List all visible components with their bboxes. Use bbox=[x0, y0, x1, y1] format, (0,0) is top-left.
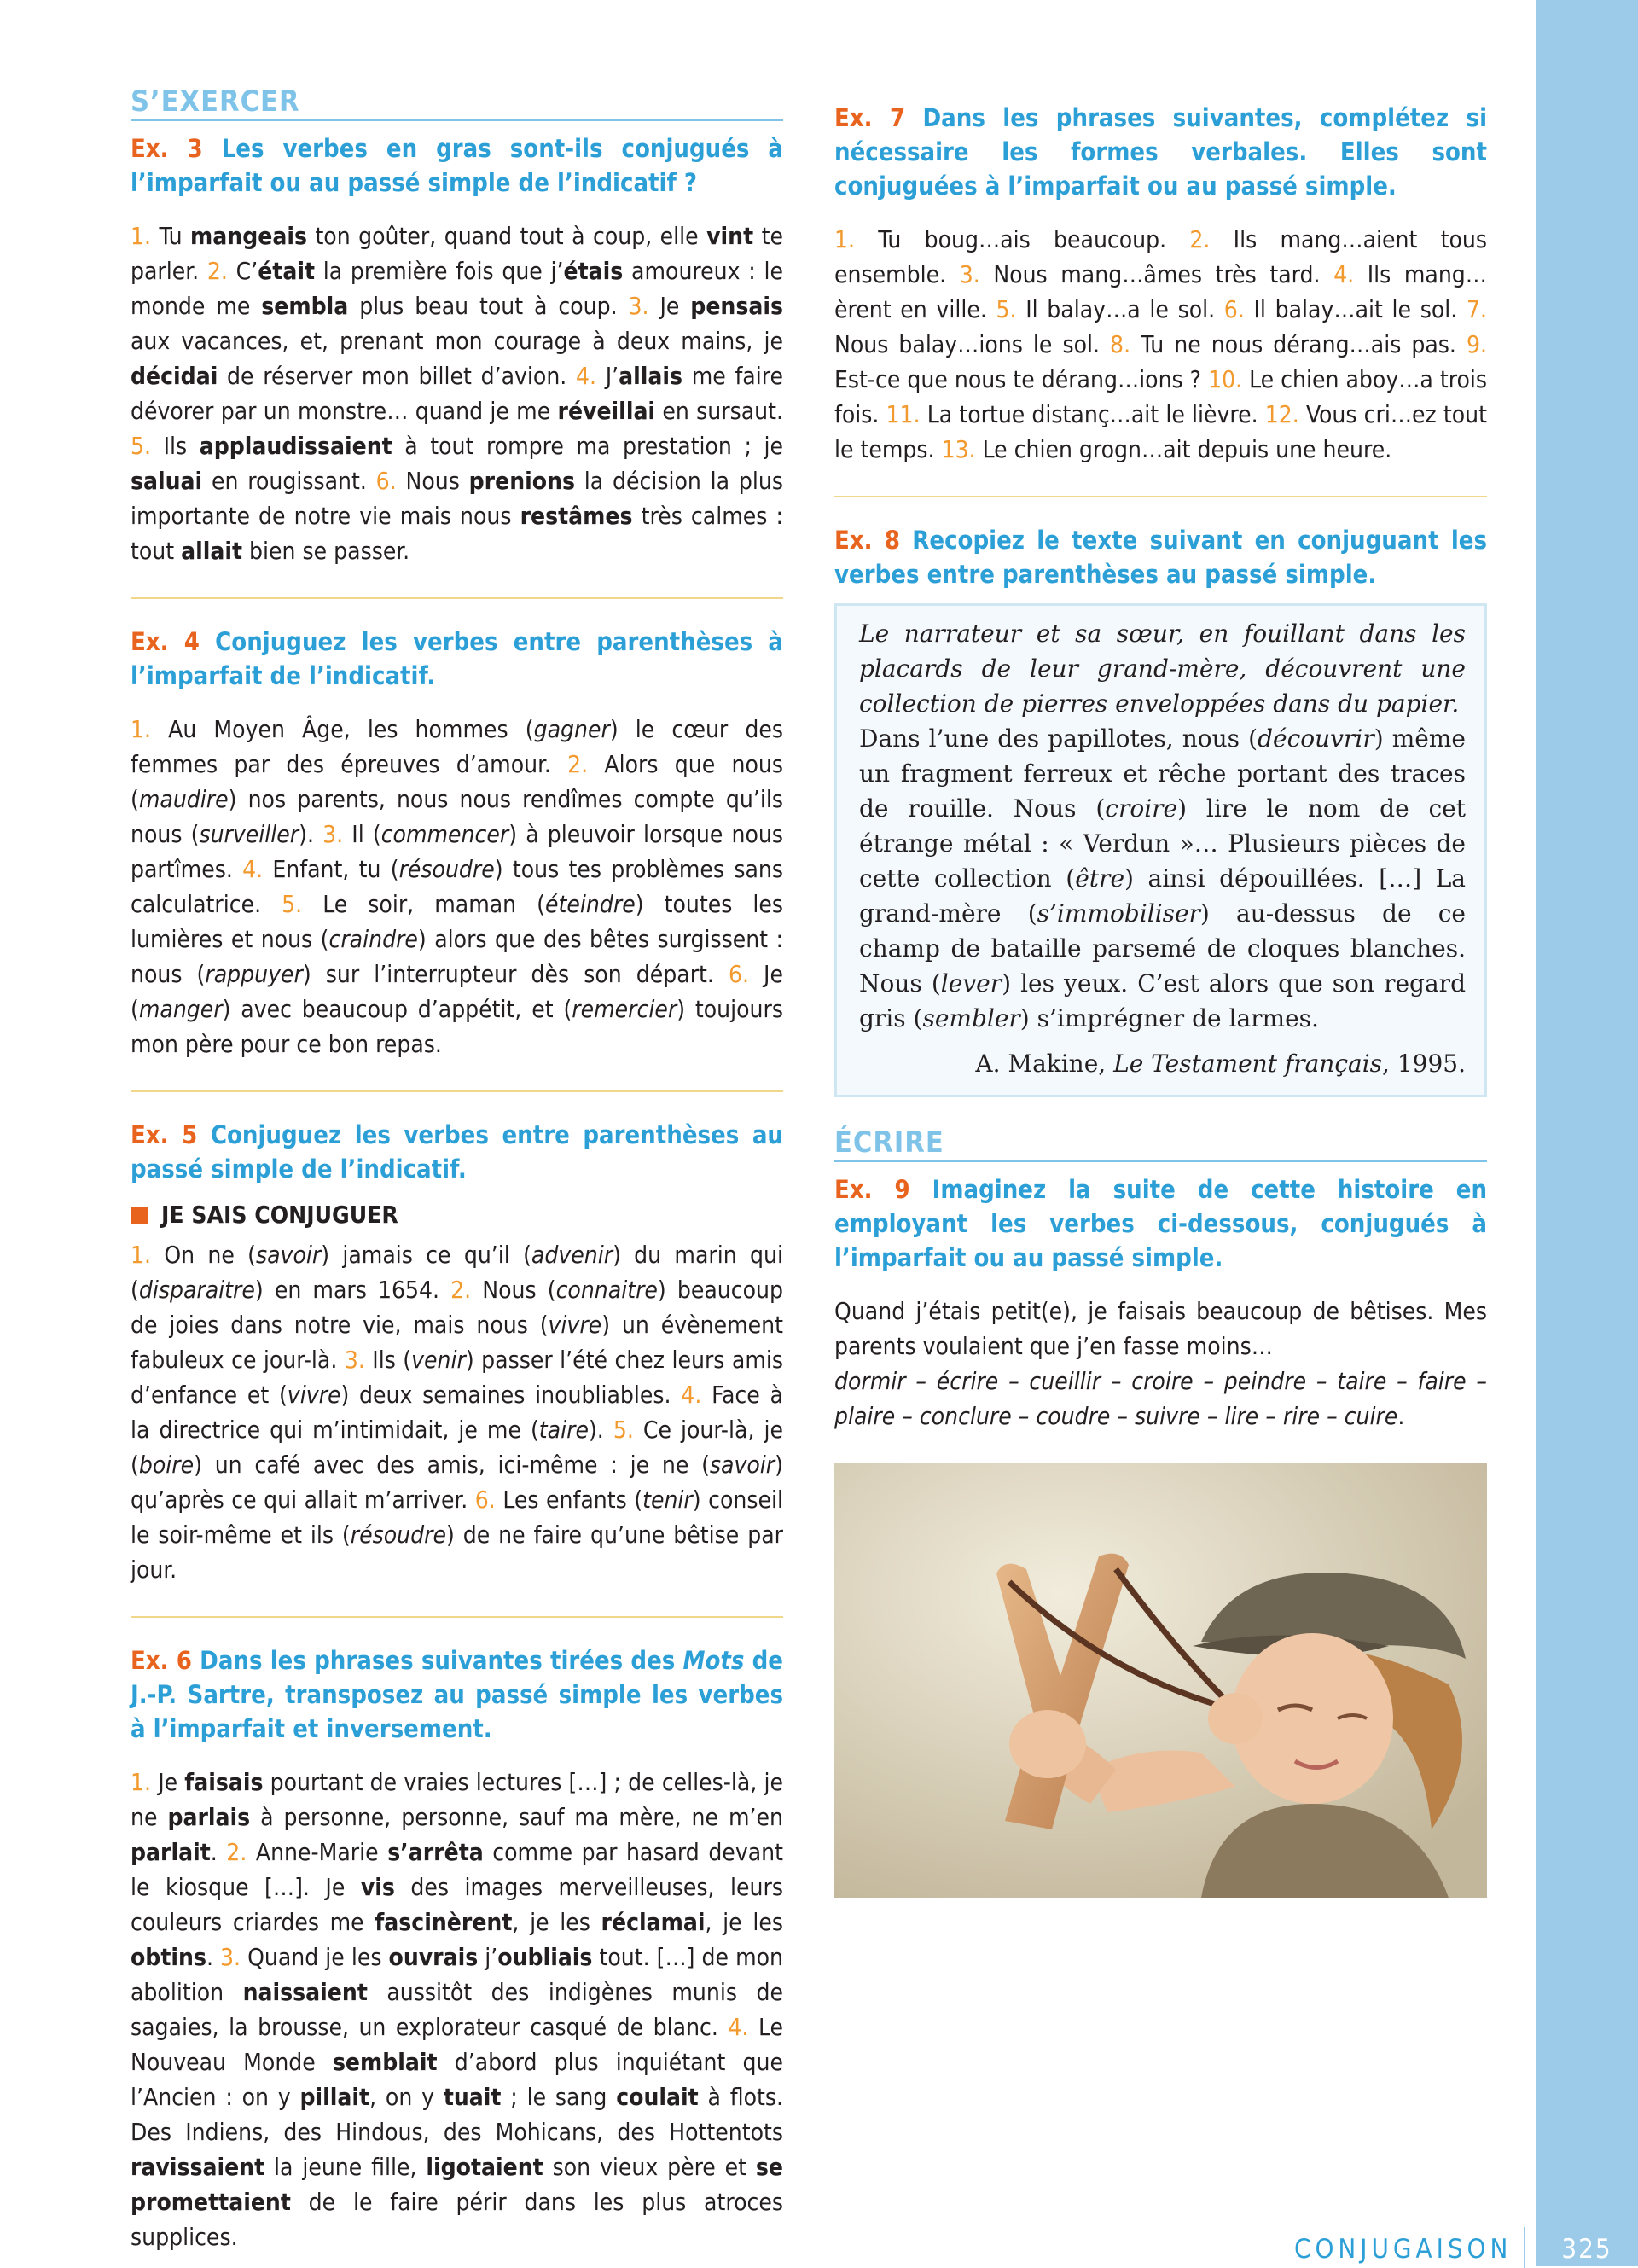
text-run: Dans les phrases suivantes tirées des bbox=[200, 1646, 683, 1675]
exercise-3-instruction: Les verbes en gras sont-ils conjugués à l’imparfait ou au passé simple de l’indicatif ? bbox=[131, 134, 784, 197]
italic-text: lever bbox=[940, 969, 1002, 997]
exercise-7-items bbox=[834, 222, 1487, 467]
text-run: ) le cœur des femmes par des épreuves d’amour. bbox=[131, 715, 783, 778]
exercise-6-number: Ex. 6 bbox=[131, 1646, 192, 1675]
text-run: Ils mang…èrent en ville. bbox=[834, 260, 1487, 323]
bold-verb: mangeais bbox=[190, 222, 307, 250]
text-run: ) alors que des bêtes surgissent : nous ( bbox=[131, 925, 784, 988]
divider bbox=[131, 1090, 783, 1092]
exercise-9-verbs-end: . bbox=[1397, 1402, 1405, 1430]
item-number: 2. bbox=[567, 750, 605, 778]
text-run: Quand je les bbox=[247, 1943, 389, 1971]
photo-illustration bbox=[834, 1463, 1487, 1898]
exercise-6-heading bbox=[131, 1643, 783, 1746]
text-run: On ne ( bbox=[164, 1241, 256, 1269]
italic-text: découvrir bbox=[1258, 724, 1374, 753]
exercise-8-text bbox=[859, 721, 1466, 1036]
bold-verb: ligotaient bbox=[426, 2153, 543, 2181]
italic-text: manger bbox=[138, 995, 223, 1023]
item-number: 3. bbox=[322, 820, 352, 848]
text-run: amoureux : le monde me bbox=[131, 257, 784, 320]
italic-text: Le Testament français bbox=[1113, 1050, 1383, 1078]
text-run: Vous cri…ez tout le temps. bbox=[834, 400, 1488, 463]
bold-verb: saluai bbox=[131, 467, 203, 495]
bold-verb: tuait bbox=[443, 2083, 502, 2111]
exercise-8-text-box bbox=[834, 603, 1487, 1097]
text-run: , je les bbox=[705, 1908, 783, 1936]
item-number: 5. bbox=[131, 432, 164, 460]
text-run: Le chien aboy…a trois fois. bbox=[834, 365, 1488, 428]
item-number: 5. bbox=[282, 890, 323, 918]
text-run: ) tous tes problèmes sans calculatrice. bbox=[131, 855, 783, 918]
text-run: Tu bbox=[159, 222, 191, 250]
text-run: Le Nouveau Monde bbox=[131, 2013, 783, 2076]
text-run: plus beau tout à coup. bbox=[348, 292, 629, 320]
item-number: 3. bbox=[344, 1346, 373, 1374]
text-run: Je bbox=[158, 1768, 185, 1796]
text-run: à flots. Des Indiens, des Hindous, des Mohicans, des Hottentots bbox=[131, 2083, 784, 2146]
text-run: Ils bbox=[163, 432, 200, 460]
section-title-ecrire: ÉCRIRE bbox=[834, 1126, 1487, 1162]
text-run: Est-ce que nous te dérang…ions ? bbox=[834, 365, 1209, 393]
square-bullet-icon bbox=[131, 1207, 148, 1224]
text-run: ) les yeux. C’est alors que son regard gris ( bbox=[859, 969, 1466, 1032]
item-number: 13. bbox=[941, 435, 983, 463]
divider bbox=[131, 597, 783, 599]
item-number: 2. bbox=[1189, 225, 1234, 253]
text-run: j’ bbox=[478, 1943, 498, 1971]
bold-verb: s’arrêta bbox=[387, 1838, 484, 1866]
bold-verb: se promettaient bbox=[131, 2153, 784, 2216]
exercise-5-subheading bbox=[131, 1198, 783, 1232]
photo-child-with-slingshot bbox=[834, 1463, 1487, 1898]
text-run: Le chien grogn…ait depuis une heure. bbox=[982, 435, 1392, 463]
text-run: comme par hasard devant le kiosque […]. Je bbox=[131, 1838, 783, 1901]
text-run: ) avec beaucoup d’appétit, et ( bbox=[222, 995, 572, 1023]
text-run: ) deux semaines inoubliables. bbox=[340, 1381, 682, 1409]
text-run: en rougissant. bbox=[202, 467, 376, 495]
item-number: 1. bbox=[131, 715, 169, 743]
text-run: , on y bbox=[369, 2083, 444, 2111]
text-run: , je les bbox=[512, 1908, 601, 1936]
item-number: 1. bbox=[131, 1241, 165, 1269]
exercise-3-items bbox=[131, 218, 783, 568]
item-number: 4. bbox=[1333, 260, 1368, 288]
text-run: Enfant, tu ( bbox=[272, 855, 399, 883]
item-number: 1. bbox=[834, 225, 879, 253]
italic-text: commencer bbox=[380, 820, 509, 848]
exercise-6-items bbox=[131, 1765, 783, 2254]
item-number: 4. bbox=[242, 855, 273, 883]
italic-text: craindre bbox=[328, 925, 418, 953]
exercise-9-verbs bbox=[834, 1364, 1487, 1433]
item-number: 11. bbox=[886, 400, 927, 428]
text-run: de J.-P. Sartre, transposez au passé simple les verbes à l’imparfait et inversement. bbox=[131, 1646, 784, 1743]
text-run: tout. […] de mon abolition bbox=[131, 1943, 783, 2006]
bold-verb: parlais bbox=[167, 1803, 251, 1831]
exercise-8-instruction: Recopiez le texte suivant en conjuguant les verbes entre parenthèses au passé simple. bbox=[834, 526, 1487, 589]
text-run: ) de ne faire qu’une bêtise par jour. bbox=[131, 1521, 783, 1584]
text-run: Nous mang…âmes très tard. bbox=[993, 260, 1334, 288]
bold-verb: coulait bbox=[616, 2083, 699, 2111]
text-run: ) ainsi dépouillées. […] La grand-mère ( bbox=[859, 864, 1467, 928]
exercise-9-heading bbox=[834, 1172, 1487, 1275]
item-number: 6. bbox=[1223, 295, 1254, 323]
exercise-4-items bbox=[131, 712, 783, 1061]
italic-text: taire bbox=[538, 1416, 589, 1444]
italic-text: rappuyer bbox=[205, 960, 303, 988]
bold-verb: semblait bbox=[332, 2048, 438, 2076]
italic-text: vivre bbox=[548, 1311, 602, 1339]
item-number: 12. bbox=[1264, 400, 1306, 428]
page-number: 325 bbox=[1561, 2234, 1612, 2265]
exercise-3 bbox=[131, 131, 783, 568]
item-number: 5. bbox=[613, 1416, 643, 1444]
exercise-6-instruction bbox=[131, 1646, 783, 1743]
italic-text: disparaitre bbox=[138, 1276, 255, 1304]
italic-text: tenir bbox=[642, 1486, 693, 1514]
bold-verb: sembla bbox=[261, 292, 349, 320]
text-run: de réserver mon billet d’avion. bbox=[218, 362, 576, 390]
bold-verb: vis bbox=[360, 1873, 395, 1901]
section-title-s-exercer: S’EXERCER bbox=[131, 85, 783, 121]
text-run: me faire dévorer par un monstre… quand je me bbox=[131, 362, 783, 425]
bold-verb: réclamai bbox=[601, 1908, 706, 1936]
italic-text: croire bbox=[1105, 794, 1178, 823]
bold-verb: pillait bbox=[299, 2083, 370, 2111]
italic-text: boire bbox=[138, 1451, 195, 1479]
exercise-8-number: Ex. 8 bbox=[834, 526, 900, 555]
text-run: Ils mang…aient tous ensemble. bbox=[834, 225, 1487, 288]
bold-verb: oubliais bbox=[497, 1943, 593, 1971]
bold-verb: allais bbox=[619, 362, 683, 390]
item-number: 10. bbox=[1208, 365, 1250, 393]
text-run: Il ( bbox=[351, 820, 381, 848]
bold-verb: ouvrais bbox=[388, 1943, 479, 1971]
text-run: en sursaut. bbox=[655, 397, 783, 425]
item-number: 8. bbox=[1110, 330, 1141, 358]
text-run: Anne-Marie bbox=[255, 1838, 388, 1866]
text-run: , 1995. bbox=[1382, 1050, 1466, 1078]
italic-text: s’immobiliser bbox=[1037, 899, 1200, 928]
item-number: 6. bbox=[728, 960, 764, 988]
text-run: ) qu’après ce qui allait m’arriver. bbox=[131, 1451, 783, 1514]
italic-text: advenir bbox=[531, 1241, 613, 1269]
text-run: La tortue distanç…ait le lièvre. bbox=[926, 400, 1265, 428]
exercise-5-subheading-text: JE SAIS CONJUGUER bbox=[161, 1201, 398, 1229]
item-number: 3. bbox=[628, 292, 660, 320]
exercise-5-items bbox=[131, 1237, 783, 1587]
italic-text: savoir bbox=[709, 1451, 775, 1479]
exercise-4-instruction: Conjuguez les verbes entre parenthèses à l’imparfait de l’indicatif. bbox=[131, 627, 784, 690]
item-number: 5. bbox=[996, 295, 1026, 323]
bold-verb: étais bbox=[563, 257, 624, 285]
text-run: Le soir, maman ( bbox=[322, 890, 546, 918]
text-run: de le faire périr dans les plus atroces supplices. bbox=[131, 2188, 783, 2251]
exercise-3-heading bbox=[131, 131, 783, 200]
bold-verb: pensais bbox=[690, 292, 783, 320]
text-run: Tu boug…ais beaucoup. bbox=[878, 225, 1190, 253]
exercise-4-heading bbox=[131, 625, 783, 693]
text-run: ) en mars 1654. bbox=[254, 1276, 451, 1304]
exercise-3-number: Ex. 3 bbox=[131, 134, 203, 163]
exercise-7-heading bbox=[834, 101, 1487, 203]
italic-text: Mots bbox=[682, 1646, 745, 1675]
text-run: Nous balay…ions le sol. bbox=[834, 330, 1111, 358]
text-run: Face à la directrice qui m’intimidait, je me ( bbox=[131, 1381, 783, 1444]
text-run: Il balay…ait le sol. bbox=[1253, 295, 1467, 323]
text-run: la première fois que j’ bbox=[315, 257, 564, 285]
bold-verb: ravissaient bbox=[131, 2153, 265, 2181]
exercise-5 bbox=[131, 1118, 783, 1587]
item-number: 4. bbox=[576, 362, 606, 390]
text-run: Nous bbox=[405, 467, 469, 495]
text-run: très calmes : tout bbox=[131, 502, 783, 565]
text-run: à personne, personne, sauf ma mère, ne m’en bbox=[250, 1803, 783, 1831]
text-run: ) à pleuvoir lorsque nous partîmes. bbox=[131, 820, 783, 883]
text-run: ) au-dessus de ce champ de bataille parsemé de cloques blanches. Nous ( bbox=[859, 899, 1466, 997]
text-run: pourtant de vraies lectures […] ; de celles-là, je ne bbox=[131, 1768, 783, 1831]
text-run: ) du marin qui ( bbox=[131, 1241, 783, 1304]
bold-verb: prenions bbox=[468, 467, 575, 495]
text-run: ) un évènement fabuleux ce jour-là. bbox=[131, 1311, 784, 1374]
text-run: Les enfants ( bbox=[502, 1486, 643, 1514]
text-run: A. Makine, bbox=[975, 1050, 1114, 1078]
text-run: ton goûter, quand tout à coup, elle bbox=[306, 222, 707, 250]
exercise-5-instruction: Conjuguez les verbes entre parenthèses au passé simple de l’indicatif. bbox=[131, 1120, 784, 1183]
exercise-7-number: Ex. 7 bbox=[834, 103, 906, 132]
text-run: la décision la plus importante de notre vie mais nous bbox=[131, 467, 783, 530]
divider bbox=[131, 1616, 783, 1618]
item-number: 7. bbox=[1466, 295, 1487, 323]
text-run: Ils ( bbox=[372, 1346, 412, 1374]
bold-verb: réveillai bbox=[557, 397, 656, 425]
text-run: Dans l’une des papillotes, nous ( bbox=[859, 724, 1258, 753]
text-run: Tu ne nous dérang…ais pas. bbox=[1141, 330, 1467, 358]
exercise-7-instruction: Dans les phrases suivantes, complétez si nécessaire les formes verbales. Elles sont conjuguées à l’imparfait ou au passé simple. bbox=[834, 103, 1488, 201]
exercise-8-intro: Le narrateur et sa sœur, en fouillant dans les placards de leur grand-mère, découvrent une collection de pierres enveloppées dans du papier. bbox=[859, 619, 1466, 718]
bold-verb: allait bbox=[181, 537, 243, 565]
item-number: 3. bbox=[959, 260, 994, 288]
italic-text: vivre bbox=[287, 1381, 341, 1409]
text-run: ) toujours mon père pour ce bon repas. bbox=[131, 995, 783, 1058]
right-column bbox=[834, 101, 1487, 1898]
text-run: ; le sang bbox=[501, 2083, 617, 2111]
bold-verb: obtins bbox=[131, 1943, 206, 1971]
exercise-8-source bbox=[859, 1046, 1466, 1081]
text-run: C’ bbox=[235, 257, 258, 285]
text-run: la jeune fille, bbox=[264, 2153, 427, 2181]
bold-verb: applaudissaient bbox=[199, 432, 392, 460]
exercise-5-heading bbox=[131, 1118, 783, 1186]
text-run: Nous ( bbox=[482, 1276, 556, 1304]
item-number: 2. bbox=[226, 1838, 256, 1866]
item-number: 4. bbox=[728, 2013, 758, 2041]
text-run: ) beaucoup de joies dans notre vie, mais nous ( bbox=[131, 1276, 783, 1339]
exercise-6 bbox=[131, 1643, 783, 2254]
item-number: 6. bbox=[375, 467, 406, 495]
italic-text: maudire bbox=[138, 785, 229, 813]
text-run: ) même un fragment ferreux et rêche portant des traces de rouille. Nous ( bbox=[859, 724, 1466, 823]
text-run: aussitôt des indigènes munis de sagaies, la brousse, un explorateur casqué de blanc. bbox=[131, 1978, 783, 2041]
text-run: Il balay…a le sol. bbox=[1025, 295, 1224, 323]
text-run: ). bbox=[299, 820, 323, 848]
italic-text: savoir bbox=[256, 1241, 322, 1269]
text-run: J’ bbox=[605, 362, 619, 390]
exercise-9-text: Quand j’étais petit(e), je faisais beaucoup de bêtises. Mes parents voulaient que j’en fasse moins… bbox=[834, 1297, 1487, 1360]
text-run: . bbox=[206, 1943, 220, 1971]
italic-text: surveiller bbox=[199, 820, 299, 848]
text-run: ) toutes les lumières et nous ( bbox=[131, 890, 784, 953]
exercise-8-heading bbox=[834, 523, 1487, 591]
text-run: bien se passer. bbox=[242, 537, 410, 565]
text-run: des images merveilleuses, leurs couleurs criardes me bbox=[131, 1873, 783, 1936]
exercise-9-instruction: Imaginez la suite de cette histoire en employant les verbes ci-dessous, conjugués à l’imparfait ou au passé simple. bbox=[834, 1175, 1488, 1272]
exercise-4 bbox=[131, 625, 783, 1061]
italic-text: venir bbox=[411, 1346, 466, 1374]
exercise-4-number: Ex. 4 bbox=[131, 627, 200, 656]
text-run: Je ( bbox=[131, 960, 783, 1023]
text-run: ) un café avec des amis, ici-même : je ne ( bbox=[194, 1451, 710, 1479]
italic-text: être bbox=[1075, 864, 1125, 893]
footer-divider bbox=[1524, 2227, 1525, 2268]
text-run: ) nos parents, nous nous rendîmes compte qu’ils nous ( bbox=[131, 785, 783, 848]
left-column bbox=[131, 85, 783, 2254]
footer-section-label: CONJUGAISON bbox=[1294, 2234, 1513, 2265]
item-number: 1. bbox=[131, 222, 160, 250]
bold-verb: restâmes bbox=[520, 502, 633, 530]
text-run: Alors que nous ( bbox=[131, 750, 783, 813]
text-run: . bbox=[210, 1838, 227, 1866]
text-run: ) jamais ce qu’il ( bbox=[321, 1241, 531, 1269]
italic-text: résoudre bbox=[398, 855, 495, 883]
divider bbox=[834, 496, 1487, 497]
bold-verb: fascinèrent bbox=[375, 1908, 513, 1936]
exercise-9-number: Ex. 9 bbox=[834, 1175, 910, 1204]
item-number: 3. bbox=[220, 1943, 248, 1971]
page-side-band bbox=[1536, 0, 1638, 2266]
exercise-5-number: Ex. 5 bbox=[131, 1120, 198, 1149]
text-run: d’abord plus inquiétant que l’Ancien : on y bbox=[131, 2048, 784, 2111]
item-number: 6. bbox=[474, 1486, 503, 1514]
text-run: ) s’imprégner de larmes. bbox=[1019, 1004, 1319, 1032]
text-run: Ce jour-là, je ( bbox=[131, 1416, 783, 1479]
italic-text: connaitre bbox=[555, 1276, 658, 1304]
italic-text: résoudre bbox=[350, 1521, 446, 1549]
item-number: 4. bbox=[681, 1381, 712, 1409]
bold-verb: vint bbox=[706, 222, 754, 250]
bold-verb: parlait bbox=[131, 1838, 211, 1866]
text-run: ) conseil le soir-même et ils ( bbox=[131, 1486, 783, 1549]
text-run: ) passer l’été chez leurs amis d’enfance et ( bbox=[131, 1346, 783, 1409]
text-run: aux vacances, et, prenant mon courage à deux mains, je bbox=[131, 327, 783, 355]
bold-verb: faisais bbox=[184, 1768, 264, 1796]
text-run: Au Moyen Âge, les hommes ( bbox=[168, 715, 534, 743]
text-run: ) sur l’interrupteur dès son départ. bbox=[302, 960, 729, 988]
text-run: son vieux père et bbox=[543, 2153, 756, 2181]
text-run: Je bbox=[659, 292, 691, 320]
italic-text: sembler bbox=[922, 1004, 1020, 1032]
item-number: 1. bbox=[131, 1768, 159, 1796]
bold-verb: naissaient bbox=[242, 1978, 368, 2006]
text-run: ) lire le nom de cet étrange métal : « Verdun »… Plusieurs pièces de cette collection ( bbox=[859, 794, 1466, 893]
text-run: à tout rompre ma prestation ; je bbox=[392, 432, 784, 460]
item-number: 2. bbox=[206, 257, 236, 285]
italic-text: éteindre bbox=[545, 890, 636, 918]
text-run: ). bbox=[588, 1416, 613, 1444]
bold-verb: était bbox=[258, 257, 315, 285]
item-number: 9. bbox=[1466, 330, 1488, 358]
italic-text: gagner bbox=[533, 715, 610, 743]
exercise-9-verb-list: dormir – écrire – cueillir – croire – peindre – taire – faire – plaire – conclure – coudre – suivre – lire – rire – cuire bbox=[834, 1367, 1487, 1430]
item-number: 2. bbox=[450, 1276, 483, 1304]
italic-text: remercier bbox=[572, 995, 677, 1023]
text-run: te parler. bbox=[131, 222, 783, 285]
bold-verb: décidai bbox=[131, 362, 218, 390]
